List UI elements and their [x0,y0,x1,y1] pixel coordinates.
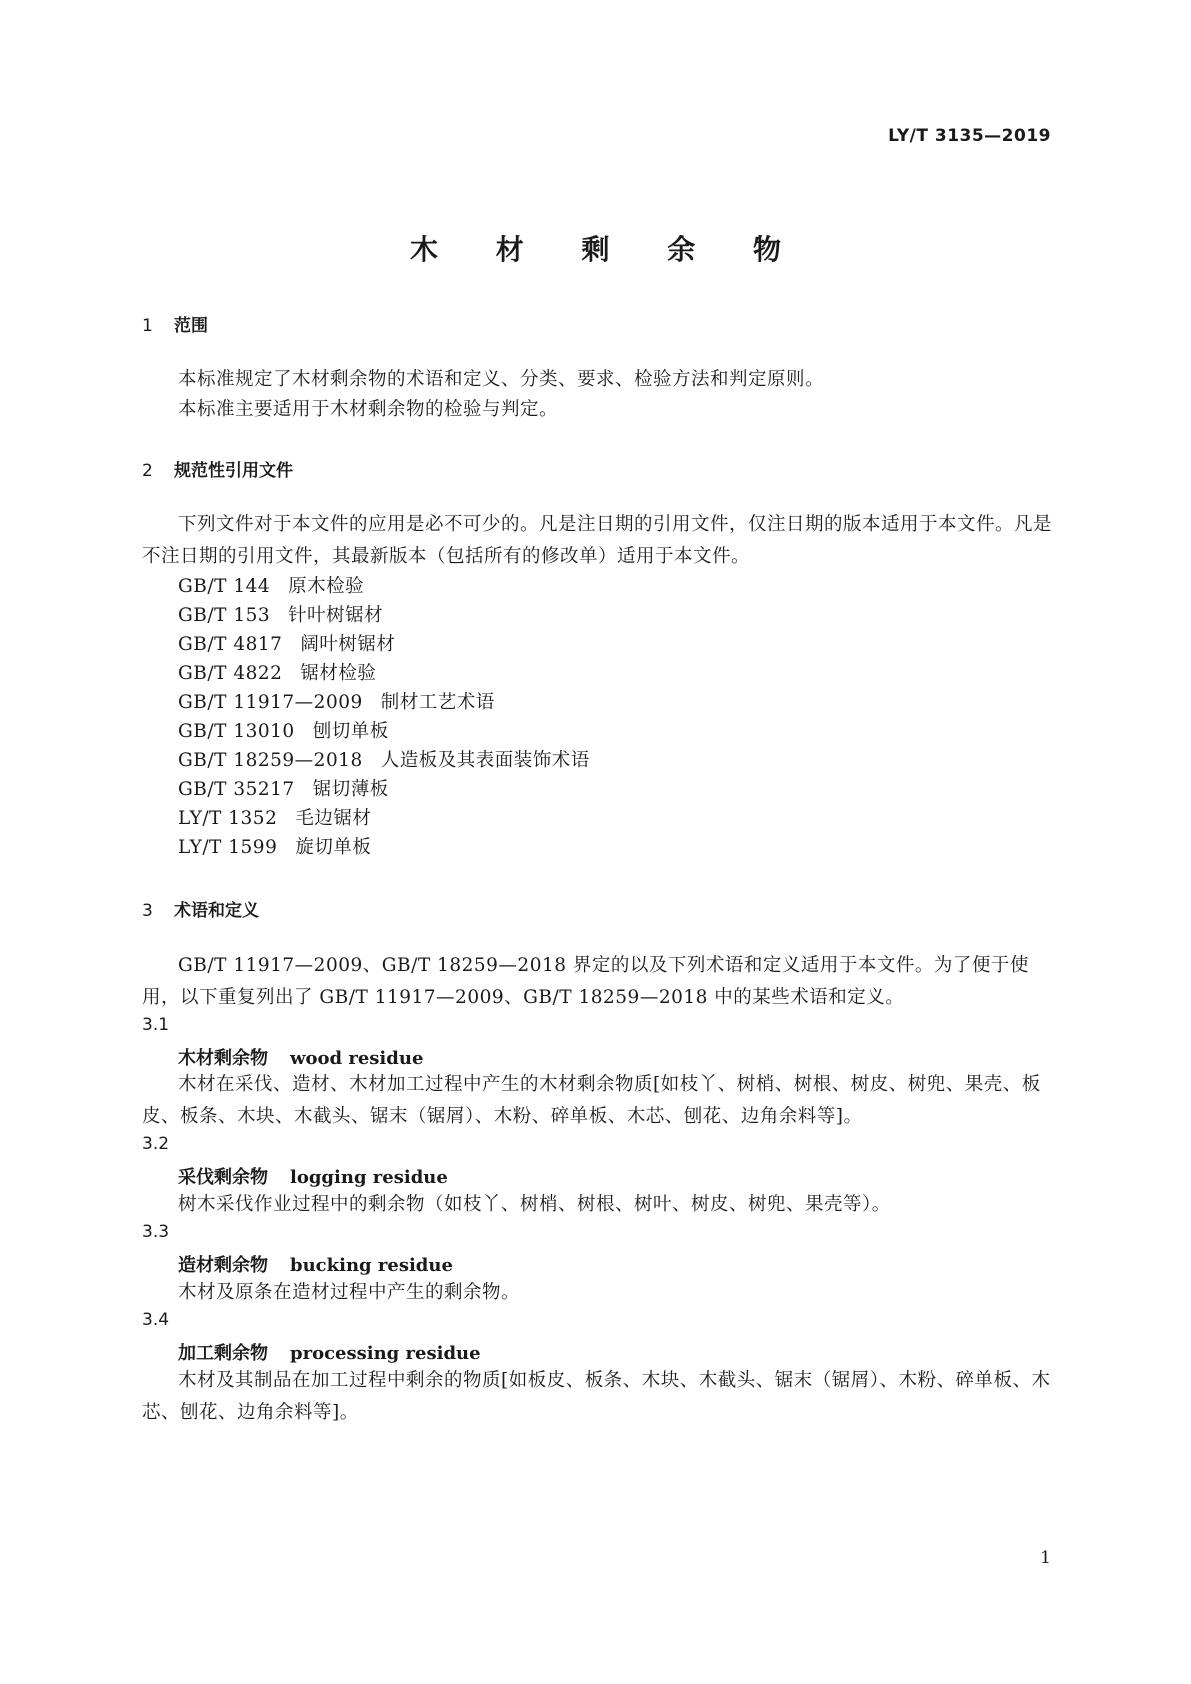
reference-item [178,775,389,801]
term-heading [178,1163,448,1189]
section-heading-terms-and-definitions [142,896,259,921]
terms-intro: GB/T 11917—2009、GB/T 18259—2018 界定的以及下列术语和定义适用于本文件。为了便于使用，以下重复列出了 GB/T 11917—2009、GB/T 18259—2018 中的某些术语和定义。 [142,955,1029,1008]
term-zh: 造材剩余物 [178,1255,268,1276]
reference-code: GB/T 13010 [178,721,295,742]
references-intro: 下列文件对于本文件的应用是必不可少的。凡是注日期的引用文件，仅注日期的版本适用于本文件。凡是不注日期的引用文件，其最新版本（包括所有的修改单）适用于本文件。 [142,514,1053,567]
reference-title: 阔叶树锯材 [300,634,396,655]
term-heading [178,1044,423,1070]
reference-code: GB/T 4817 [178,634,283,655]
reference-title: 刨切单板 [312,721,389,742]
reference-item [178,833,371,859]
term-number: 3.2 [142,1134,170,1154]
term-heading [178,1251,453,1277]
reference-item [178,601,383,627]
reference-item [178,717,389,743]
term-number: 3.3 [142,1222,170,1242]
page-number: 1 [1040,1548,1051,1568]
term-heading [178,1339,481,1365]
reference-title: 人造板及其表面装饰术语 [380,750,590,771]
reference-title: 制材工艺术语 [380,692,495,713]
reference-item [178,746,590,772]
term-en: logging residue [290,1167,448,1188]
scope-paragraph-1: 本标准规定了木材剩余物的术语和定义、分类、要求、检验方法和判定原则。 [178,369,825,390]
section-title: 术语和定义 [174,901,259,921]
reference-item [178,659,376,685]
document-title [0,228,1191,268]
reference-title: 针叶树锯材 [288,605,384,626]
reference-item [178,804,371,830]
term-number: 3.1 [142,1015,170,1035]
section-number: 3 [142,901,153,921]
reference-title: 旋切单板 [295,837,372,858]
term-number: 3.4 [142,1310,170,1330]
reference-title: 原木检验 [288,576,365,597]
section-number: 2 [142,461,153,481]
term-en: wood residue [290,1048,424,1069]
section-heading-scope [142,311,208,336]
reference-title: 锯切薄板 [312,779,389,800]
reference-code: GB/T 144 [178,576,271,597]
standard-number: LY/T 3135—2019 [888,126,1051,146]
reference-code: LY/T 1352 [178,808,278,829]
reference-item [178,572,364,598]
term-en: processing residue [290,1343,481,1364]
reference-code: LY/T 1599 [178,837,278,858]
term-definition: 木材及原条在造材过程中产生的剩余物。 [178,1282,521,1303]
term-en: bucking residue [290,1255,453,1276]
reference-code: GB/T 18259—2018 [178,750,363,771]
reference-code: GB/T 153 [178,605,271,626]
term-zh: 木材剩余物 [178,1048,268,1069]
section-title: 规范性引用文件 [174,461,293,481]
reference-title: 毛边锯材 [295,808,372,829]
document-title-text: 木 材 剩 余 物 [410,233,805,266]
reference-code: GB/T 35217 [178,779,295,800]
reference-code: GB/T 11917—2009 [178,692,363,713]
term-definition: 木材在采伐、造材、木材加工过程中产生的木材剩余物质[如枝丫、树梢、树根、树皮、树兜、果壳、板皮、板条、木块、木截头、锯末（锯屑）、木粉、碎单板、木芯、刨花、边角余料等]。 [142,1074,1041,1127]
term-zh: 加工剩余物 [178,1343,268,1364]
reference-item [178,688,495,714]
reference-code: GB/T 4822 [178,663,283,684]
section-heading-normative-references [142,456,293,481]
section-number: 1 [142,316,153,336]
term-definition: 树木采伐作业过程中的剩余物（如枝丫、树梢、树根、树叶、树皮、树兜、果壳等）。 [178,1194,891,1215]
section-title: 范围 [174,316,208,336]
reference-title: 锯材检验 [300,663,377,684]
term-definition: 木材及其制品在加工过程中剩余的物质[如板皮、板条、木块、木截头、锯末（锯屑）、木粉、碎单板、木芯、刨花、边角余料等]。 [142,1370,1051,1423]
scope-paragraph-2: 本标准主要适用于木材剩余物的检验与判定。 [178,399,559,420]
term-zh: 采伐剩余物 [178,1167,268,1188]
reference-item [178,630,395,656]
